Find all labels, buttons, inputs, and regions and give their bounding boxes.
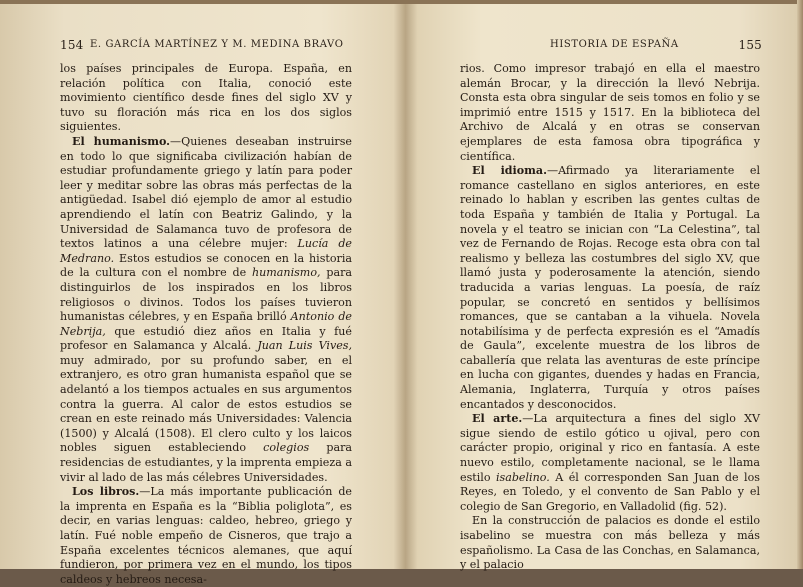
left-paragraph-libros xyxy=(60,485,352,587)
text-span: para residencias de estudiantes, y la imprenta empieza a vivir al lado de las más célebres Universidades. xyxy=(60,441,352,484)
text-span: —La más importante publicación de la imprenta en España es la “Biblia poliglota”, es decir, en varias lenguas: caldeo, hebreo, griego y latín. Fué noble empeño de Cisneros, que trajo a España excelentes técnicos alemanes, que aquí fundieron, por primera vez en el mundo, los tipos caldeos y hebreos necesa- xyxy=(60,485,352,586)
text-span: —Quienes deseaban instruirse en todo lo que significaba civilización habían de estudiar profundamente griego y latín para poder leer y meditar sobre las obras más perfectas de la antigüedad. Isabel dió ejemplo de amor al estudio aprendiendo el latín con Beatriz Galindo, y la Universidad de Salamanca tuvo de profesora de textos latinos a una célebre mujer: xyxy=(60,134,352,251)
left-page-number: 154 xyxy=(60,38,84,52)
right-page xyxy=(460,38,760,573)
section-heading-libros: Los libros. xyxy=(72,485,140,499)
text-span: A él corresponden San Juan de los Reyes, en Toledo, y el convento de San Pablo y el colegio de San Gregorio, en Valladolid (fig. 52). xyxy=(460,470,760,513)
text-span: para distinguirlos de los inspirados en los libros religiosos o divinos. Todos los países tuvieron humanistas célebres, y en España brilló xyxy=(60,266,352,324)
left-paragraph-1: los países principales de Europa. España, en relación política con Italia, conoció este movimiento científico desde fines del siglo XV y tuvo su floración más rica en los dos siglos siguientes. xyxy=(60,62,352,134)
left-paragraph-humanismo xyxy=(60,135,352,485)
right-paragraph-1: rios. Como impresor trabajó en ella el maestro alemán Brocar, y la dirección la llevó Nebrija. Consta esta obra singular de seis tomos en folio y se imprimió entre 1515 y 1517. En la biblioteca del Archivo de Alcalá y en otras se conservan ejemplares de esta famosa obra tipográfica y científica. xyxy=(460,62,760,163)
section-heading-humanismo: El humanismo. xyxy=(72,134,171,148)
text-span: que estudió diez años en Italia y fué profesor en Salamanca y Alcalá. xyxy=(60,324,352,353)
italic-span: isabelino. xyxy=(495,470,550,484)
italic-span: Lucía de Medrano. xyxy=(60,237,352,265)
italic-span: Juan Luis Vives, xyxy=(257,339,352,353)
right-paragraph-palacios: En la construcción de palacios es donde el estilo isabelino se muestra con más belleza y más españolismo. La Casa de las Conchas, en Salamanca, y el palacio xyxy=(460,514,760,572)
left-page-header xyxy=(60,38,352,56)
section-heading-idioma: El idioma. xyxy=(472,164,547,178)
right-page-body xyxy=(460,62,760,573)
left-page-body xyxy=(60,62,352,587)
text-span: —Afirmado ya literariamente el romance castellano en siglos anteriores, en este reinado lo hablan y escriben las gentes cultas de toda España y también de Italia y Portugal. La novela y el teatro se inician con “La Celestina”, tal vez de Fernando de Rojas. Recoge esta obra con tal realismo y belleza las costumbres del siglo XV, que llamó justa y poderosamente la atención, siendo traducida a varias lenguas. La poesía, de raíz popular, se concretó en sentidos y bellísimos romances, que se cantaban a la vihuela. Novela notabilísima y de perfecta expresión es el “Amadís de Gaula”, excelente muestra de los libros de caballería que relata las aventuras de este príncipe en lucha con gigantes, duendes y hadas en Francia, Alemania, Inglaterra, Turquía y otros países encantados y desconocidos. xyxy=(460,164,760,411)
text-span: Estos estudios se conocen en la historia de la cultura con el nombre de xyxy=(60,251,352,280)
book-right-edge xyxy=(797,0,803,569)
book-top-edge xyxy=(0,0,803,4)
left-page xyxy=(60,38,352,587)
text-span: —La arquitectura a fines del siglo XV sigue siendo de estilo gótico u ojival, pero con carácter propio, original y rico en fantasía. A este nuevo estilo, completamente nacional, se le llama estilo xyxy=(460,412,760,484)
right-paragraph-idioma xyxy=(460,164,760,412)
italic-span: Antonio de Nebrija, xyxy=(60,310,352,338)
text-span: muy admirado, por su profundo saber, en el extranjero, es otro gran humanista español que se adelantó a los tiempos actuales en sus argumentos contra la guerra. Al calor de estos estudios se crean en este reinado más Universidades: Valencia (1500) y Alcalá (1508). El clero culto y los laicos nobles siguen estableciendo xyxy=(60,353,352,455)
italic-span: humanismo, xyxy=(252,266,321,280)
right-page-number: 155 xyxy=(738,38,762,52)
italic-span: colegios xyxy=(263,441,310,455)
right-running-head: HISTORIA DE ESPAÑA xyxy=(550,39,679,50)
right-page-header xyxy=(460,38,760,56)
right-paragraph-arte xyxy=(460,412,760,514)
section-heading-arte: El arte. xyxy=(472,412,523,426)
left-running-head: E. GARCÍA MARTÍNEZ Y M. MEDINA BRAVO xyxy=(90,39,344,50)
